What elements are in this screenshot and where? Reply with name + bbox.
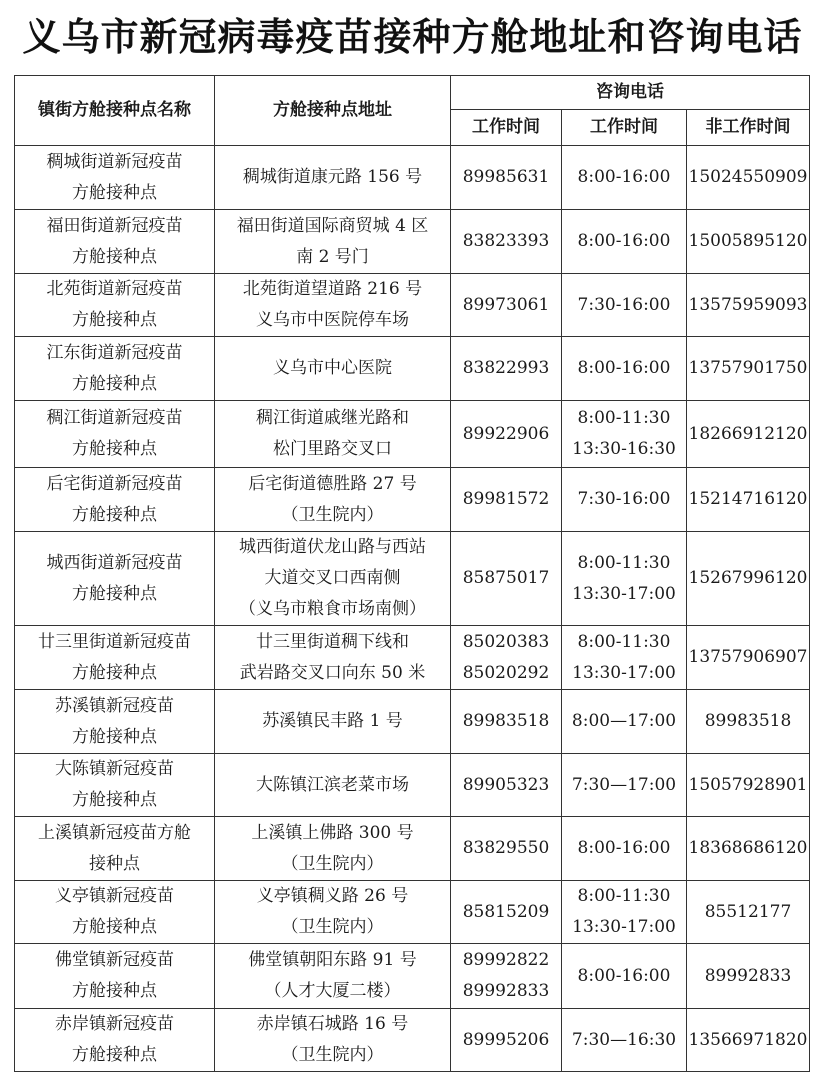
table-header	[15, 76, 810, 146]
table-row	[15, 1009, 810, 1072]
site-name-cell	[15, 274, 215, 337]
site-name-cell-line: 福田街道新冠疫苗	[46, 215, 183, 236]
work-phone-cell-line: 89983518	[462, 711, 550, 731]
header-off-hours: 非工作时间	[687, 110, 810, 146]
address-cell	[215, 626, 451, 690]
site-name-cell-line: 北苑街道新冠疫苗	[46, 279, 183, 299]
work-hours-cell	[562, 690, 687, 754]
off-hours-phone-cell-line: 15005895120	[688, 231, 808, 251]
site-name-cell-line: 稠江街道新冠疫苗	[46, 408, 183, 428]
work-hours-cell-line: 7:30—16:30	[571, 1029, 677, 1050]
table-row	[15, 944, 810, 1009]
off-hours-phone-cell	[687, 337, 810, 401]
address-cell-line: 苏溪镇民丰路 1 号	[262, 711, 403, 731]
work-hours-cell	[562, 532, 687, 626]
work-hours-cell	[562, 944, 687, 1009]
address-cell	[215, 337, 451, 401]
address-cell-line: 大陈镇江滨老菜市场	[256, 774, 409, 795]
work-phone-cell	[451, 337, 562, 401]
off-hours-phone-cell-line: 13757906907	[688, 647, 808, 667]
work-phone-cell	[451, 817, 562, 881]
off-hours-phone-cell	[687, 401, 810, 468]
work-phone-cell-line: 85815209	[462, 901, 550, 922]
work-phone-cell	[451, 626, 562, 690]
work-phone-cell	[451, 210, 562, 274]
site-name-cell-line: 方舱接种点	[72, 726, 157, 747]
site-name-cell-line: 方舱接种点	[72, 373, 157, 394]
site-name-cell-line: 方舱接种点	[72, 981, 157, 1001]
address-cell-line: 松门里路交叉口	[273, 439, 392, 459]
off-hours-phone-cell-line: 89983518	[704, 711, 792, 731]
address-cell	[215, 1009, 451, 1072]
off-hours-phone-cell	[687, 626, 810, 690]
address-cell-line: （人才大厦二楼）	[264, 981, 401, 1001]
page-title: 义乌市新冠病毒疫苗接种方舱地址和咨询电话	[22, 15, 803, 59]
off-hours-phone-cell	[687, 468, 810, 532]
site-name-cell	[15, 210, 215, 274]
work-phone-cell	[451, 146, 562, 210]
site-name-cell	[15, 881, 215, 944]
site-name-cell-line: 方舱接种点	[72, 439, 157, 459]
work-phone-cell-line: 83822993	[462, 358, 550, 378]
site-name-cell	[15, 944, 215, 1009]
site-name-cell-line: 方舱接种点	[72, 182, 157, 203]
site-name-cell	[15, 754, 215, 817]
site-name-cell-line: 方舱接种点	[72, 310, 157, 330]
site-name-cell	[15, 468, 215, 532]
site-name-cell-line: 接种点	[89, 853, 140, 874]
header-work-phone: 工作时间	[451, 110, 562, 146]
work-hours-cell-line: 13:30-16:30	[572, 439, 676, 459]
table-row	[15, 337, 810, 401]
address-cell-line: 义亭镇稠义路 26 号	[256, 886, 409, 906]
header-work-hours: 工作时间	[562, 110, 687, 146]
site-name-cell-line: 上溪镇新冠疫苗方舱	[38, 822, 191, 843]
work-hours-cell-line: 8:00-16:00	[577, 231, 671, 251]
site-name-cell	[15, 401, 215, 468]
work-phone-cell-line: 89995206	[462, 1029, 550, 1050]
site-name-cell-line: 方舱接种点	[72, 917, 157, 937]
work-phone-cell-line: 83829550	[462, 838, 550, 858]
address-cell-line: 上溪镇上佛路 300 号	[251, 822, 414, 843]
off-hours-phone-cell-line: 15267996120	[688, 568, 808, 588]
site-name-cell-line: 江东街道新冠疫苗	[46, 342, 183, 363]
table-row	[15, 274, 810, 337]
work-hours-cell	[562, 817, 687, 881]
work-phone-cell	[451, 274, 562, 337]
vaccination-sites-table	[14, 75, 810, 1072]
site-name-cell	[15, 337, 215, 401]
work-hours-cell	[562, 468, 687, 532]
work-phone-cell-line: 89905323	[462, 774, 550, 795]
work-hours-cell-line: 8:00—17:00	[571, 711, 677, 731]
off-hours-phone-cell-line: 85512177	[704, 901, 792, 922]
off-hours-phone-cell	[687, 944, 810, 1009]
site-name-cell-line: 义亭镇新冠疫苗	[55, 886, 174, 906]
address-cell-line: （义乌市粮食市场南侧）	[239, 599, 426, 619]
address-cell-line: （卫生院内）	[281, 917, 384, 937]
work-phone-cell	[451, 468, 562, 532]
address-cell-line: （卫生院内）	[281, 853, 384, 874]
work-phone-cell-line: 83823393	[462, 231, 550, 251]
site-name-cell-line: 方舱接种点	[72, 246, 157, 267]
work-hours-cell	[562, 881, 687, 944]
site-name-cell-line: 方舱接种点	[72, 790, 157, 810]
work-phone-cell-line: 89973061	[462, 294, 550, 315]
header-site-name: 镇街方舱接种点名称	[15, 76, 215, 146]
site-name-cell	[15, 817, 215, 881]
site-name-cell-line: 苏溪镇新冠疫苗	[55, 695, 174, 716]
address-cell-line: 稠城街道康元路 156 号	[242, 167, 423, 187]
off-hours-phone-cell	[687, 817, 810, 881]
table-row	[15, 468, 810, 532]
work-hours-cell-line: 13:30-17:00	[572, 662, 676, 683]
address-cell-line: 义乌市中心医院	[273, 358, 392, 378]
off-hours-phone-cell-line: 13757901750	[688, 358, 808, 378]
off-hours-phone-cell-line: 15214716120	[688, 489, 808, 509]
off-hours-phone-cell	[687, 1009, 810, 1072]
header-address: 方舱接种点地址	[215, 76, 451, 146]
off-hours-phone-cell-line: 18266912120	[688, 423, 808, 444]
off-hours-phone-cell-line: 89992833	[704, 965, 792, 986]
off-hours-phone-cell-line: 18368686120	[688, 838, 808, 858]
off-hours-phone-cell	[687, 210, 810, 274]
address-cell	[215, 468, 451, 532]
table-body	[15, 146, 810, 1072]
address-cell-line: 后宅街道德胜路 27 号	[248, 473, 417, 494]
site-name-cell-line: 赤岸镇新冠疫苗	[55, 1014, 174, 1034]
address-cell	[215, 146, 451, 210]
work-hours-cell-line: 8:00-16:00	[577, 965, 671, 986]
work-hours-cell	[562, 754, 687, 817]
table-row	[15, 401, 810, 468]
address-cell-line: 武岩路交叉口向东 50 米	[239, 662, 426, 683]
work-hours-cell-line: 13:30-17:00	[572, 583, 676, 604]
site-name-cell-line: 大陈镇新冠疫苗	[55, 759, 174, 779]
work-hours-cell	[562, 146, 687, 210]
address-cell-line: 城西街道伏龙山路与西站	[239, 537, 426, 557]
address-cell-line: 赤岸镇石城路 16 号	[256, 1014, 409, 1034]
table-row	[15, 881, 810, 944]
off-hours-phone-cell-line: 15024550909	[688, 167, 808, 187]
off-hours-phone-cell	[687, 690, 810, 754]
address-cell-line: 义乌市中医院停车场	[256, 310, 409, 330]
address-cell	[215, 881, 451, 944]
table-row	[15, 532, 810, 626]
work-hours-cell-line: 8:00-16:00	[577, 358, 671, 378]
work-hours-cell-line: 8:00-11:30	[577, 408, 671, 428]
address-cell-line: 大道交叉口西南侧	[264, 568, 401, 588]
site-name-cell-line: 方舱接种点	[72, 1045, 157, 1065]
site-name-cell	[15, 626, 215, 690]
off-hours-phone-cell-line: 13566971820	[688, 1029, 808, 1050]
address-cell-line: （卫生院内）	[281, 1045, 384, 1065]
table-row	[15, 210, 810, 274]
site-name-cell-line: 方舱接种点	[72, 662, 157, 683]
work-hours-cell-line: 8:00-11:30	[577, 552, 671, 573]
site-name-cell	[15, 532, 215, 626]
address-cell	[215, 944, 451, 1009]
site-name-cell-line: 后宅街道新冠疫苗	[46, 473, 183, 494]
work-phone-cell	[451, 1009, 562, 1072]
work-hours-cell-line: 8:00-16:00	[577, 167, 671, 187]
work-phone-cell-line: 85875017	[462, 568, 550, 588]
site-name-cell	[15, 690, 215, 754]
table-row	[15, 146, 810, 210]
site-name-cell-line: 佛堂镇新冠疫苗	[55, 950, 174, 970]
off-hours-phone-cell	[687, 146, 810, 210]
work-hours-cell	[562, 626, 687, 690]
table-row	[15, 817, 810, 881]
header-phone-group: 咨询电话	[451, 76, 810, 110]
work-phone-cell-line: 89981572	[462, 489, 550, 509]
address-cell-line: 佛堂镇朝阳东路 91 号	[248, 950, 417, 970]
work-hours-cell-line: 7:30-16:00	[577, 294, 671, 315]
work-hours-cell	[562, 1009, 687, 1072]
work-phone-cell-line: 89985631	[462, 167, 550, 187]
site-name-cell-line: 稠城街道新冠疫苗	[46, 151, 183, 172]
address-cell	[215, 401, 451, 468]
table-row	[15, 690, 810, 754]
work-hours-cell-line: 7:30—17:00	[571, 774, 677, 795]
address-cell-line: （卫生院内）	[281, 504, 384, 525]
site-name-cell	[15, 146, 215, 210]
site-name-cell-line: 城西街道新冠疫苗	[46, 552, 183, 573]
work-hours-cell-line: 7:30-16:00	[577, 489, 671, 509]
work-phone-cell-line: 89992833	[462, 981, 550, 1001]
table-row	[15, 626, 810, 690]
work-phone-cell	[451, 944, 562, 1009]
work-hours-cell	[562, 337, 687, 401]
address-cell-line: 北苑街道望道路 216 号	[242, 279, 423, 299]
work-phone-cell-line: 89922906	[462, 423, 550, 444]
address-cell-line: 南 2 号门	[296, 246, 369, 267]
address-cell	[215, 690, 451, 754]
work-hours-cell-line: 8:00-11:30	[577, 631, 671, 652]
work-phone-cell-line: 89992822	[462, 950, 550, 970]
off-hours-phone-cell	[687, 274, 810, 337]
work-phone-cell	[451, 532, 562, 626]
work-hours-cell-line: 8:00-16:00	[577, 838, 671, 858]
work-hours-cell-line: 8:00-11:30	[577, 886, 671, 906]
address-cell	[215, 817, 451, 881]
work-phone-cell-line: 85020292	[462, 662, 550, 683]
work-hours-cell	[562, 210, 687, 274]
address-cell-line: 稠江街道戚继光路和	[256, 408, 409, 428]
address-cell-line: 福田街道国际商贸城 4 区	[236, 215, 429, 236]
work-phone-cell	[451, 401, 562, 468]
address-cell	[215, 274, 451, 337]
off-hours-phone-cell-line: 15057928901	[688, 774, 808, 795]
off-hours-phone-cell	[687, 532, 810, 626]
work-phone-cell	[451, 754, 562, 817]
work-hours-cell-line: 13:30-17:00	[572, 917, 676, 937]
off-hours-phone-cell-line: 13575959093	[688, 294, 808, 315]
work-phone-cell	[451, 690, 562, 754]
work-hours-cell	[562, 401, 687, 468]
site-name-cell	[15, 1009, 215, 1072]
site-name-cell-line: 方舱接种点	[72, 583, 157, 604]
table-row	[15, 754, 810, 817]
address-cell-line: 廿三里街道稠下线和	[256, 631, 409, 652]
off-hours-phone-cell	[687, 754, 810, 817]
off-hours-phone-cell	[687, 881, 810, 944]
work-hours-cell	[562, 274, 687, 337]
site-name-cell-line: 廿三里街道新冠疫苗	[38, 631, 191, 652]
work-phone-cell	[451, 881, 562, 944]
work-phone-cell-line: 85020383	[462, 631, 550, 652]
address-cell	[215, 210, 451, 274]
site-name-cell-line: 方舱接种点	[72, 504, 157, 525]
address-cell	[215, 532, 451, 626]
address-cell	[215, 754, 451, 817]
